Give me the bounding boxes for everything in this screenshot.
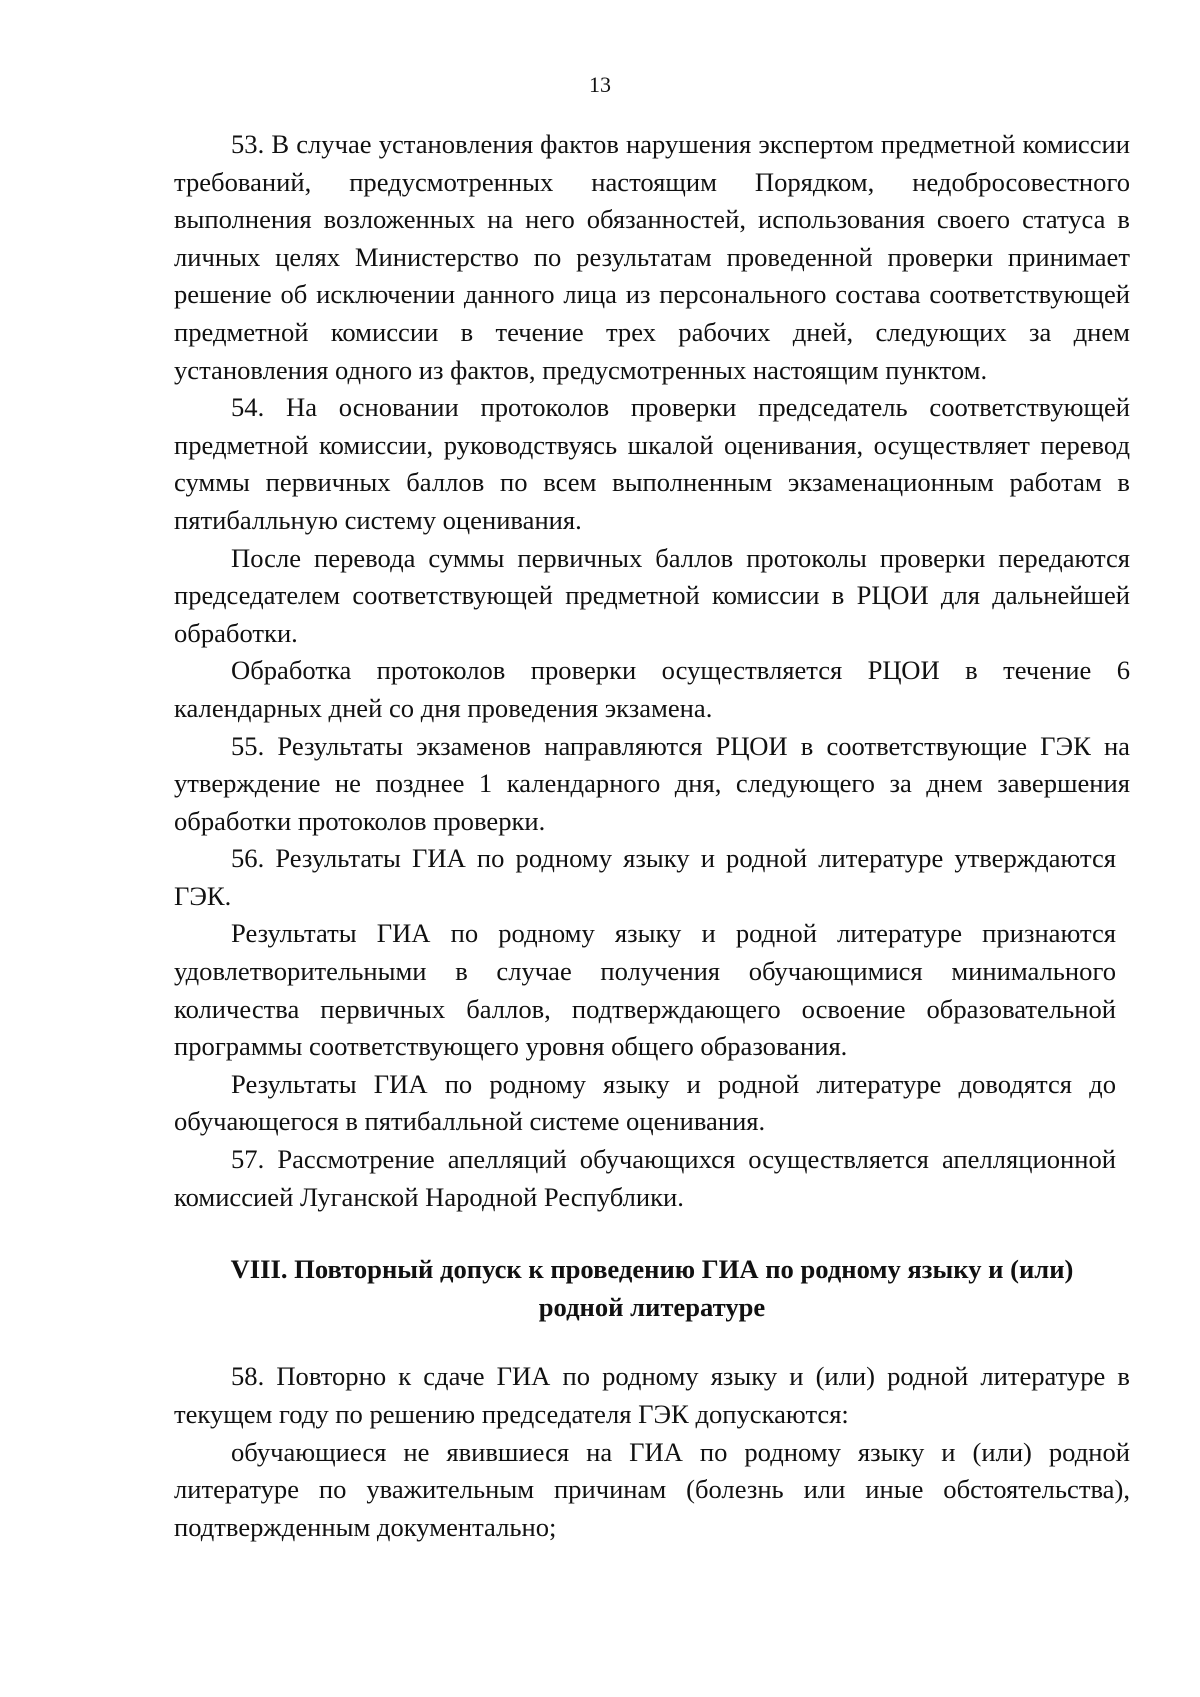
paragraph-56-notification: Результаты ГИА по родному языку и родной литературе доводятся до обучающегося в пятибалльной системе оценивания. (174, 1068, 1116, 1137)
paragraph-54: 54. На основании протоколов проверки председатель соответствующей предметной комиссии, руководствуясь шкалой оценивания, осуществляет перевод суммы первичных баллов по всем выполненным экзаменационным работам в пятибалльную систему оценивания. (174, 392, 1130, 535)
paragraph-58-absent-students: обучающиеся не явившиеся на ГИА по родному языку и (или) родной литературе по уважительным причинам (болезнь или иные обстоятельства), подтвержденным документально; (174, 1436, 1130, 1542)
paragraph-56-satisfactory: Результаты ГИА по родному языку и родной литературе признаются удовлетворительными в случае получения обучающимися минимального количества первичных баллов, подтверждающего освоение образовательной программы соответствующего уровня общего образования. (174, 918, 1116, 1062)
document-body (174, 126, 1130, 1546)
page-number: 13 (589, 72, 611, 97)
paragraph-53: 53. В случае установления фактов нарушения экспертом предметной комиссии требований, предусмотренных настоящим Порядком, недобросовестного выполнения возложенных на него обязанностей, использования своего статуса в личных целях Министерство по результатам проведенной проверки принимает решение об исключении данного лица из персонального состава соответствующей предметной комиссии в течение трех рабочих дней, следующих за днем установления одного из фактов, предусмотренных настоящим пунктом. (174, 129, 1130, 385)
paragraph-55: 55. Результаты экзаменов направляются РЦОИ в соответствующие ГЭК на утверждение не позднее 1 календарного дня, следующего за днем завершения обработки протоколов проверки. (174, 730, 1130, 836)
section-heading (174, 1251, 1130, 1326)
section-heading-line-2: родной литературе (538, 1291, 766, 1322)
paragraph-54-transfer: После перевода суммы первичных баллов протоколы проверки передаются председателем соответствующей предметной комиссии в РЦОИ для дальнейшей обработки. (174, 542, 1130, 648)
paragraph-57: 57. Рассмотрение апелляций обучающихся осуществляется апелляционной комиссией Луганской Народной Республики. (174, 1144, 1116, 1212)
paragraph-58: 58. Повторно к сдаче ГИА по родному языку и (или) родной литературе в текущем году по решению председателя ГЭК допускаются: (174, 1361, 1130, 1429)
paragraph-56: 56. Результаты ГИА по родному языку и родной литературе утверждаются ГЭК. (174, 843, 1116, 911)
paragraph-54-processing: Обработка протоколов проверки осуществляется РЦОИ в течение 6 календарных дней со дня проведения экзамена. (174, 655, 1130, 723)
section-heading-line-1: VIII. Повторный допуск к проведению ГИА по родному языку и (или) (230, 1254, 1074, 1285)
